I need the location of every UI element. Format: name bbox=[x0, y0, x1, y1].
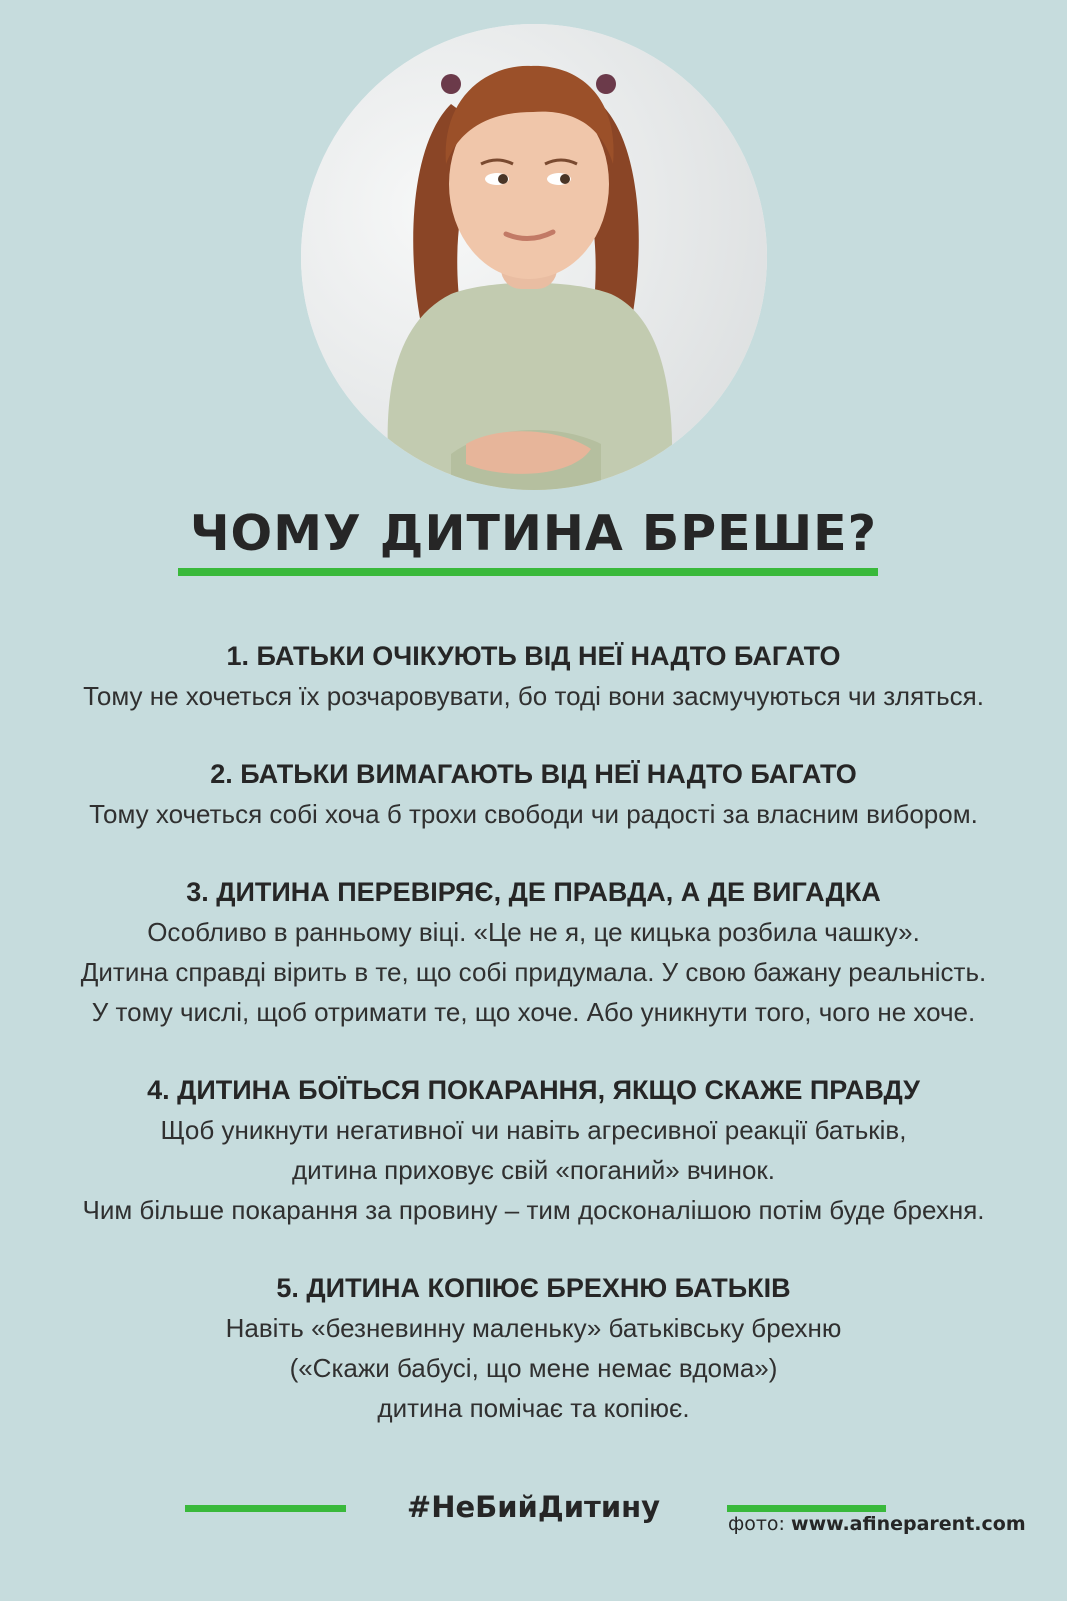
child-photo bbox=[301, 24, 767, 490]
reason-text: Тому не хочеться їх розчаровувати, бо тоді вони засмучуються чи зляться. bbox=[83, 681, 984, 711]
reason-text: дитина приховує свій «поганий» вчинок. bbox=[291, 1155, 776, 1185]
reason-item-4 bbox=[0, 1070, 1067, 1230]
reason-heading: 3. ДИТИНА ПЕРЕВІРЯЄ, ДЕ ПРАВДА, А ДЕ ВИГАДКА bbox=[186, 877, 881, 907]
photo-credit-label: фото: bbox=[728, 1513, 785, 1535]
hashtag: #НеБийДитину bbox=[406, 1490, 661, 1524]
reason-item-2 bbox=[0, 754, 1067, 834]
reason-item-5 bbox=[0, 1268, 1067, 1428]
reason-item-3 bbox=[0, 872, 1067, 1032]
reason-heading: 1. БАТЬКИ ОЧІКУЮТЬ ВІД НЕЇ НАДТО БАГАТО bbox=[226, 641, 841, 671]
reason-text: Навіть «безневинну маленьку» батьківську брехню bbox=[225, 1313, 842, 1343]
photo-credit bbox=[728, 1513, 1026, 1535]
reason-text: Тому хочеться собі хоча б трохи свободи чи радості за власним вибором. bbox=[89, 799, 978, 829]
reason-heading: 2. БАТЬКИ ВИМАГАЮТЬ ВІД НЕЇ НАДТО БАГАТО bbox=[210, 759, 857, 789]
reason-text: дитина помічає та копіює. bbox=[377, 1393, 690, 1423]
reason-heading: 5. ДИТИНА КОПІЮЄ БРЕХНЮ БАТЬКІВ bbox=[276, 1273, 791, 1303]
reason-text: («Скажи бабусі, що мене немає вдома») bbox=[289, 1353, 778, 1383]
reason-text: Чим більше покарання за провину – тим досконалішою потім буде брехня. bbox=[82, 1195, 985, 1225]
child-illustration bbox=[301, 24, 767, 490]
reason-text: У тому числі, щоб отримати те, що хоче. Або уникнути того, чого не хоче. bbox=[91, 997, 976, 1027]
reason-heading: 4. ДИТИНА БОЇТЬСЯ ПОКАРАННЯ, ЯКЩО СКАЖЕ ПРАВДУ bbox=[147, 1075, 920, 1105]
photo-credit-source: www.afineparent.com bbox=[791, 1513, 1026, 1535]
reason-text: Особливо в ранньому віці. «Це не я, це кицька розбила чашку». bbox=[147, 917, 920, 947]
reasons-list bbox=[0, 636, 1067, 1466]
reason-text: Щоб уникнути негативної чи навіть агресивної реакції батьків, bbox=[160, 1115, 907, 1145]
footer-divider-right bbox=[727, 1505, 886, 1512]
title-underline bbox=[178, 568, 878, 576]
reason-text: Дитина справді вірить в те, що собі придумала. У свою бажану реальність. bbox=[80, 957, 987, 987]
page-title: ЧОМУ ДИТИНА БРЕШЕ? bbox=[189, 505, 878, 562]
reason-item-1 bbox=[0, 636, 1067, 716]
